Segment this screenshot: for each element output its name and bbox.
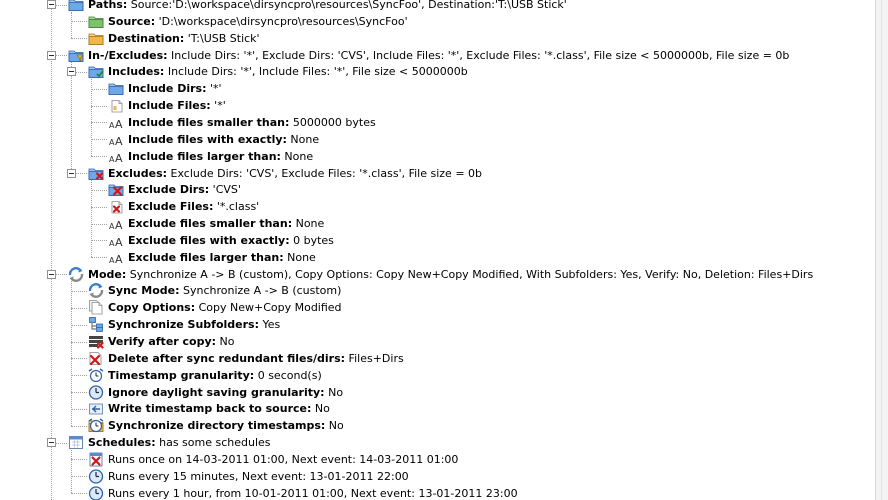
tree-node-label: Exclude Dirs: <box>128 183 210 197</box>
tree-node-label: Write timestamp back to source: <box>108 402 312 416</box>
tree-node-value: None <box>283 250 316 264</box>
folder-blue-icon <box>68 0 84 12</box>
tree-node[interactable] <box>0 485 876 500</box>
tree-node-label: Include Dirs: <box>128 82 207 96</box>
tree-node[interactable] <box>0 165 876 182</box>
tree-node-text <box>108 282 341 299</box>
tree-node-value: None <box>286 132 320 146</box>
tree-node-label: Synchronize directory timestamps: <box>108 419 326 433</box>
file-exclude-icon <box>108 198 124 214</box>
tree-node-label: Exclude files with exactly: <box>128 233 290 247</box>
tree-node-value: has some schedules <box>155 436 271 450</box>
tree-node[interactable] <box>0 13 876 30</box>
tree-node[interactable] <box>0 249 876 266</box>
tree-node[interactable] <box>0 417 876 434</box>
tree-node[interactable] <box>0 30 876 47</box>
write-back-icon <box>88 400 104 416</box>
tree-node-text <box>108 400 330 417</box>
tree-node-value: 'D:\workspace\dirsyncpro\resources\SyncFoo' <box>155 14 408 28</box>
tree-node[interactable] <box>0 97 876 114</box>
svg-text:A: A <box>109 238 115 248</box>
tree-node-value: Files+Dirs <box>345 351 404 365</box>
collapse-toggle[interactable] <box>47 270 56 279</box>
tree-node-value: Runs every 1 hour, from 10-01-2011 01:00, Next event: 13-01-2011 23:00 <box>108 486 518 500</box>
folder-exclude-icon <box>88 165 104 181</box>
tree-node[interactable] <box>0 198 876 215</box>
tree-node-label: Paths: <box>88 0 128 11</box>
tree-node-value: Runs every 15 minutes, Next event: 13-01-2011 22:00 <box>108 469 409 483</box>
tree-node-label: Excludes: <box>108 166 168 180</box>
tree-node[interactable] <box>0 148 876 165</box>
tree-node-text <box>88 47 789 64</box>
tree-node-label: Sync Mode: <box>108 284 180 298</box>
tree-node-text <box>88 266 813 283</box>
folder-green-icon <box>88 13 104 29</box>
svg-text:A: A <box>109 255 115 265</box>
tree-node[interactable] <box>0 350 876 367</box>
tree-node-text <box>108 384 343 401</box>
tree-node-value: Source:'D:\workspace\dirsyncpro\resources\SyncFoo', Destination:'T:\USB Stick' <box>127 0 567 11</box>
svg-text:A: A <box>115 134 123 147</box>
svg-text:A: A <box>115 117 123 130</box>
tree-node-value: Exclude Dirs: 'CVS', Exclude Files: '*.class', File size = 0b <box>167 166 483 180</box>
tree-node-value: 0 second(s) <box>254 368 322 382</box>
tree-node[interactable] <box>0 299 876 316</box>
tree-node[interactable] <box>0 468 876 485</box>
tree-node-text <box>128 131 319 148</box>
font-size-icon <box>108 215 124 231</box>
tree-node[interactable] <box>0 63 876 80</box>
tree-node-text <box>108 316 280 333</box>
tree-node-value: '*' <box>210 99 226 113</box>
tree-node-text <box>128 114 376 131</box>
tree-node-value: None <box>292 217 325 231</box>
svg-text:A: A <box>109 120 115 130</box>
tree-node-text <box>128 97 226 114</box>
tree-node[interactable] <box>0 400 876 417</box>
folder-include-icon <box>88 63 104 79</box>
tree-node[interactable] <box>0 0 876 13</box>
tree-node-label: Ignore daylight saving granularity: <box>108 385 325 399</box>
tree-node-value: Yes <box>259 318 281 332</box>
font-size-icon <box>108 232 124 248</box>
tree-node-text <box>108 30 260 47</box>
schedule-clock-icon <box>88 468 104 484</box>
collapse-toggle[interactable] <box>47 51 56 60</box>
folder-filter-icon <box>68 47 84 63</box>
tree-node-text <box>108 63 468 80</box>
tree-node[interactable] <box>0 384 876 401</box>
tree-node-text <box>108 333 235 350</box>
tree-node[interactable] <box>0 47 876 64</box>
tree-node-value: 'T:\USB Stick' <box>184 31 260 45</box>
tree-node-label: Include files smaller than: <box>128 115 290 129</box>
tree-node[interactable] <box>0 266 876 283</box>
tree-node-value: 5000000 bytes <box>289 115 376 129</box>
svg-text:A: A <box>115 219 123 232</box>
tree-node-text <box>108 367 322 384</box>
tree-node-text <box>108 350 404 367</box>
tree-node-label: In-/Excludes: <box>88 48 168 62</box>
file-include-icon <box>108 97 124 113</box>
folder-orange-icon <box>88 30 104 46</box>
tree-node-value: '*' <box>206 82 222 96</box>
tree-node-value: Runs once on 14-03-2011 01:00, Next event: 14-03-2011 01:00 <box>108 452 459 466</box>
tree-node[interactable] <box>0 215 876 232</box>
tree-node-label: Destination: <box>108 31 185 45</box>
tree-node[interactable] <box>0 232 876 249</box>
tree-node-text <box>108 451 458 468</box>
tree-node-text <box>108 417 344 434</box>
vertical-scrollbar[interactable] <box>875 0 888 500</box>
svg-text:A: A <box>115 235 123 248</box>
tree-node-text <box>128 80 222 97</box>
tree-node[interactable] <box>0 181 876 198</box>
tree-node-label: Exclude files larger than: <box>128 250 284 264</box>
schedule-once-icon <box>88 451 104 467</box>
svg-text:A: A <box>115 252 123 265</box>
tree-node-label: Verify after copy: <box>108 335 217 348</box>
tree-node-value: No <box>324 385 344 399</box>
tree-node-value: Include Dirs: '*', Include Files: '*', File size < 5000000b <box>164 65 468 79</box>
tree-node-text <box>128 148 313 165</box>
dir-timestamp-icon <box>88 417 104 433</box>
tree-node-label: Timestamp granularity: <box>108 368 255 382</box>
delete-icon <box>88 350 104 366</box>
tree-node-value: 'CVS' <box>209 183 241 197</box>
tree-node-label: Include Files: <box>128 99 211 113</box>
sync-arrows-icon <box>68 266 84 282</box>
tree-node-text <box>128 181 241 198</box>
collapse-toggle[interactable] <box>47 0 56 9</box>
tree-node-text <box>88 434 271 451</box>
tree-node[interactable] <box>0 451 876 468</box>
tree-node[interactable] <box>0 367 876 384</box>
calendar-icon <box>68 434 84 450</box>
tree-node-text <box>108 165 482 182</box>
tree-node-text <box>108 299 342 316</box>
tree-node-label: Copy Options: <box>108 301 196 315</box>
tree-node-text <box>128 249 316 266</box>
tree-node-text <box>128 215 324 232</box>
font-size-icon <box>108 131 124 147</box>
tree-node-text <box>88 0 567 13</box>
svg-text:A: A <box>109 222 115 232</box>
copy-icon <box>88 299 104 315</box>
tree-node[interactable] <box>0 114 876 131</box>
tree-node-label: Source: <box>108 14 156 28</box>
tree-node-value: 0 bytes <box>289 233 334 247</box>
tree-node[interactable] <box>0 80 876 97</box>
svg-text:A: A <box>115 151 123 164</box>
tree-node-value: '*.class' <box>213 200 260 214</box>
tree-node-value: No <box>325 419 344 433</box>
svg-text:A: A <box>109 154 115 164</box>
tree-node-label: Synchronize Subfolders: <box>108 318 259 332</box>
font-size-icon <box>108 148 124 164</box>
tree-node-text <box>108 468 409 485</box>
tree-node-value: Synchronize A -> B (custom) <box>179 284 342 298</box>
tree-node-text <box>128 198 259 215</box>
clock-icon <box>88 384 104 400</box>
timestamp-icon <box>88 367 104 383</box>
tree-node-value: No <box>311 402 330 416</box>
tree-node[interactable] <box>0 333 876 350</box>
tree-node[interactable] <box>0 131 876 148</box>
schedule-clock-icon <box>88 485 104 500</box>
collapse-toggle[interactable] <box>47 438 56 447</box>
sync-mode-icon <box>88 282 104 298</box>
tree-node-text <box>108 13 408 30</box>
tree-node-label: Exclude files smaller than: <box>128 217 293 231</box>
tree-node[interactable] <box>0 282 876 299</box>
tree-node-value: None <box>280 149 314 163</box>
tree-node-value: No <box>216 335 235 348</box>
tree-node-label: Schedules: <box>88 436 156 450</box>
tree-node-value: Include Dirs: '*', Exclude Dirs: 'CVS', Include Files: '*', Exclude Files: '*.class', File size < 5000000b, File size = 0b <box>167 48 790 62</box>
tree-node-label: Includes: <box>108 65 165 79</box>
tree-node[interactable] <box>0 316 876 333</box>
svg-text:A: A <box>109 137 115 147</box>
tree-node-value: Synchronize A -> B (custom), Copy Options: Copy New+Copy Modified, With Subfolders: Yes, Verify: No, Deletion: Files+Dirs <box>126 267 814 281</box>
subfolders-icon <box>88 316 104 332</box>
tree-node-text <box>128 232 334 249</box>
tree-node-label: Delete after sync redundant files/dirs: <box>108 351 346 365</box>
tree-node-label: Mode: <box>88 267 127 281</box>
font-size-icon <box>108 114 124 130</box>
tree-node[interactable] <box>0 434 876 451</box>
tree-node-label: Include files with exactly: <box>128 132 287 146</box>
folder-include-dir-icon <box>108 80 124 96</box>
tree-node-value: Copy New+Copy Modified <box>195 301 342 315</box>
tree-node-text <box>108 485 518 500</box>
tree-node-label: Include files larger than: <box>128 149 281 163</box>
folder-exclude-dir-icon <box>108 181 124 197</box>
tree-node-label: Exclude Files: <box>128 200 214 214</box>
verify-icon <box>88 333 104 349</box>
collapse-toggle[interactable] <box>67 67 76 76</box>
collapse-toggle[interactable] <box>67 169 76 178</box>
font-size-icon <box>108 249 124 265</box>
